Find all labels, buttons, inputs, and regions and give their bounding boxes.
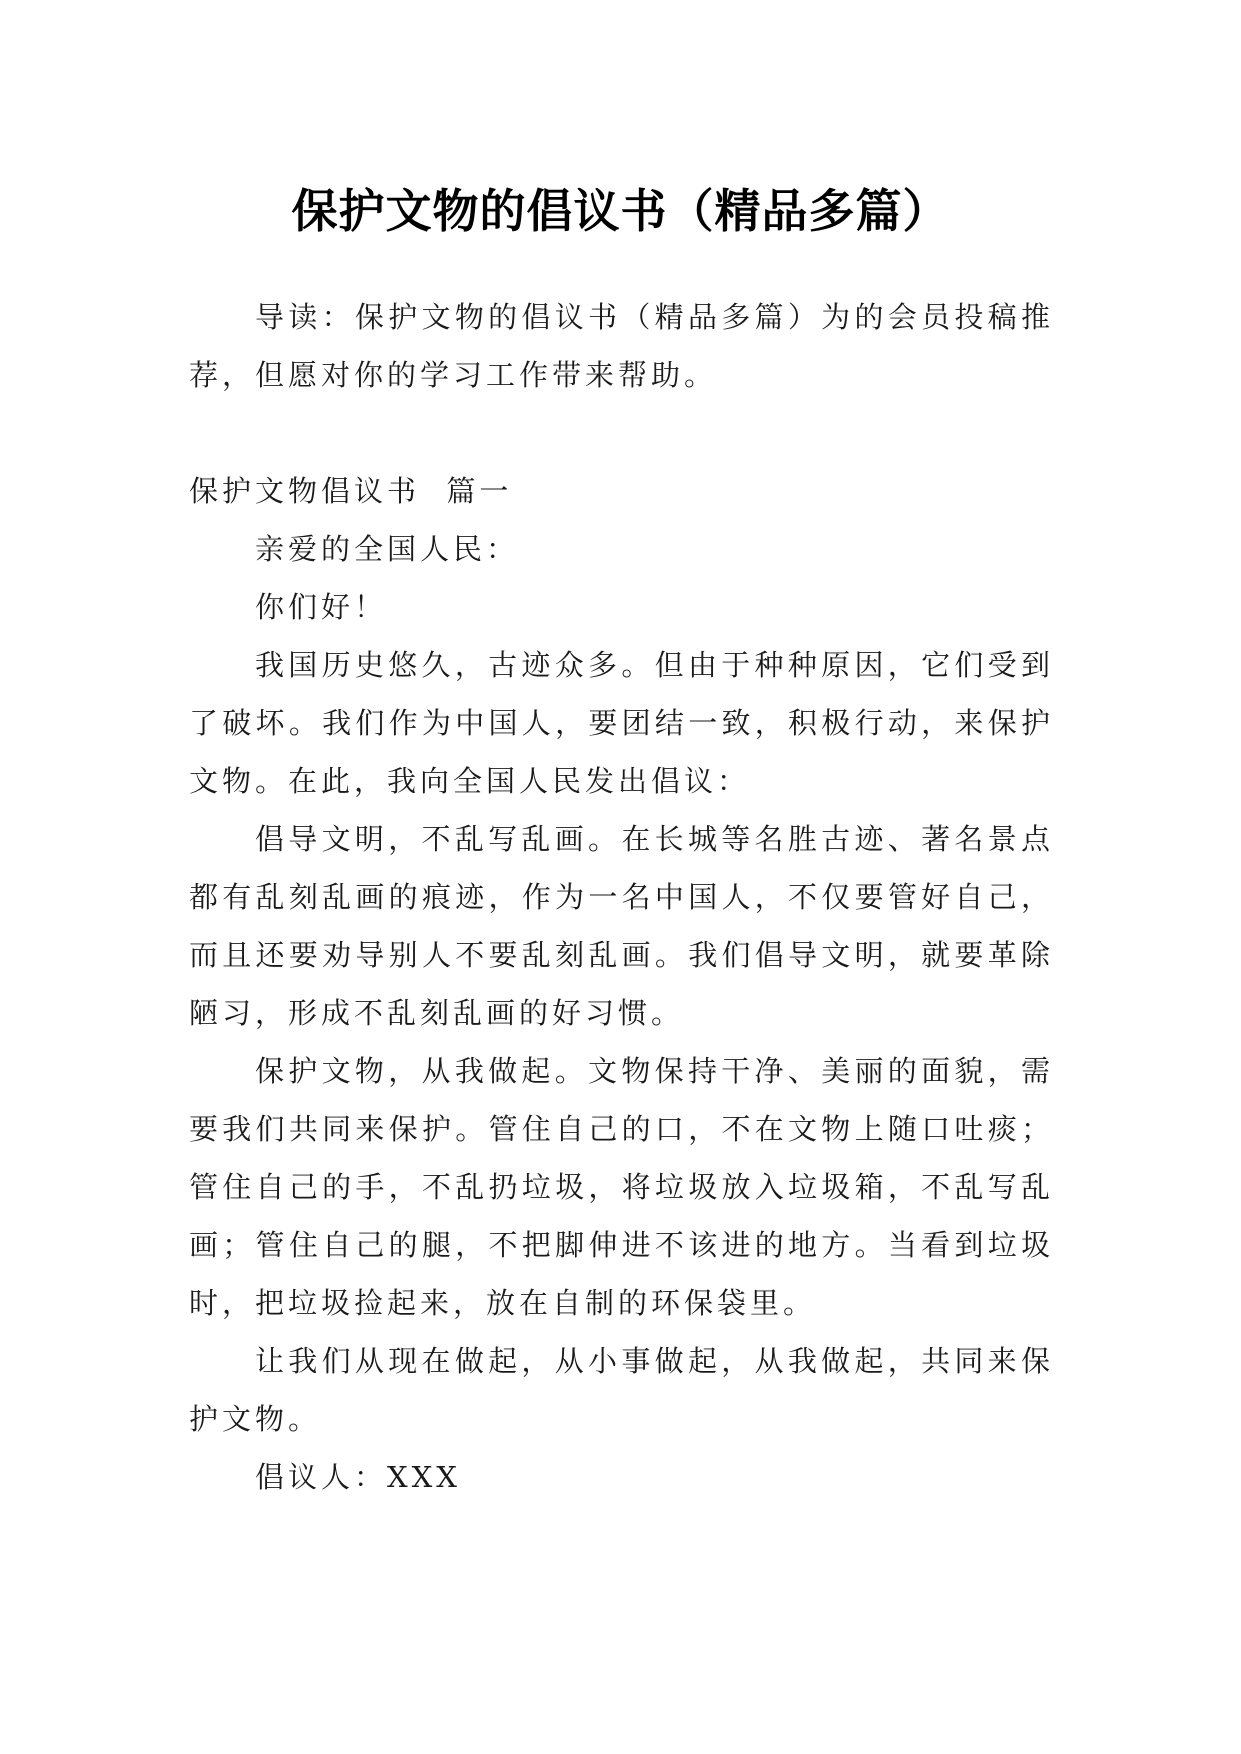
spacer (189, 404, 1054, 462)
body-paragraph: 我国历史悠久，古迹众多。但由于种种原因，它们受到了破坏。我们作为中国人，要团结一致，积极行动，来保护文物。在此，我向全国人民发出倡议： (189, 648, 1054, 798)
section-heading: 保护文物倡议书 篇一 (189, 474, 513, 508)
document-body (189, 288, 1054, 1506)
greeting: 你们好！ (255, 590, 388, 624)
body-paragraph: 让我们从现在做起，从小事做起，从我做起，共同来保护文物。 (189, 1344, 1054, 1436)
document-title: 保护文物的倡议书（精品多篇） (291, 183, 950, 238)
salutation: 亲爱的全国人民： (255, 532, 520, 566)
signature: 倡议人：XXX (255, 1460, 461, 1494)
body-paragraph: 保护文物，从我做起。文物保持干净、美丽的面貌，需要我们共同来保护。管住自己的口，不在文物上随口吐痰；管住自己的手，不乱扔垃圾，将垃圾放入垃圾箱，不乱写乱画；管住自己的腿，不把脚伸进不该进的地方。当看到垃圾时，把垃圾捡起来，放在自制的环保袋里。 (189, 1054, 1054, 1320)
body-paragraph: 倡导文明，不乱写乱画。在长城等名胜古迹、著名景点都有乱刻乱画的痕迹，作为一名中国人，不仅要管好自己，而且还要劝导别人不要乱刻乱画。我们倡导文明，就要革除陋习，形成不乱刻乱画的好习惯。 (189, 822, 1054, 1030)
intro-paragraph: 导读：保护文物的倡议书（精品多篇）为的会员投稿推荐，但愿对你的学习工作带来帮助。 (189, 300, 1054, 392)
